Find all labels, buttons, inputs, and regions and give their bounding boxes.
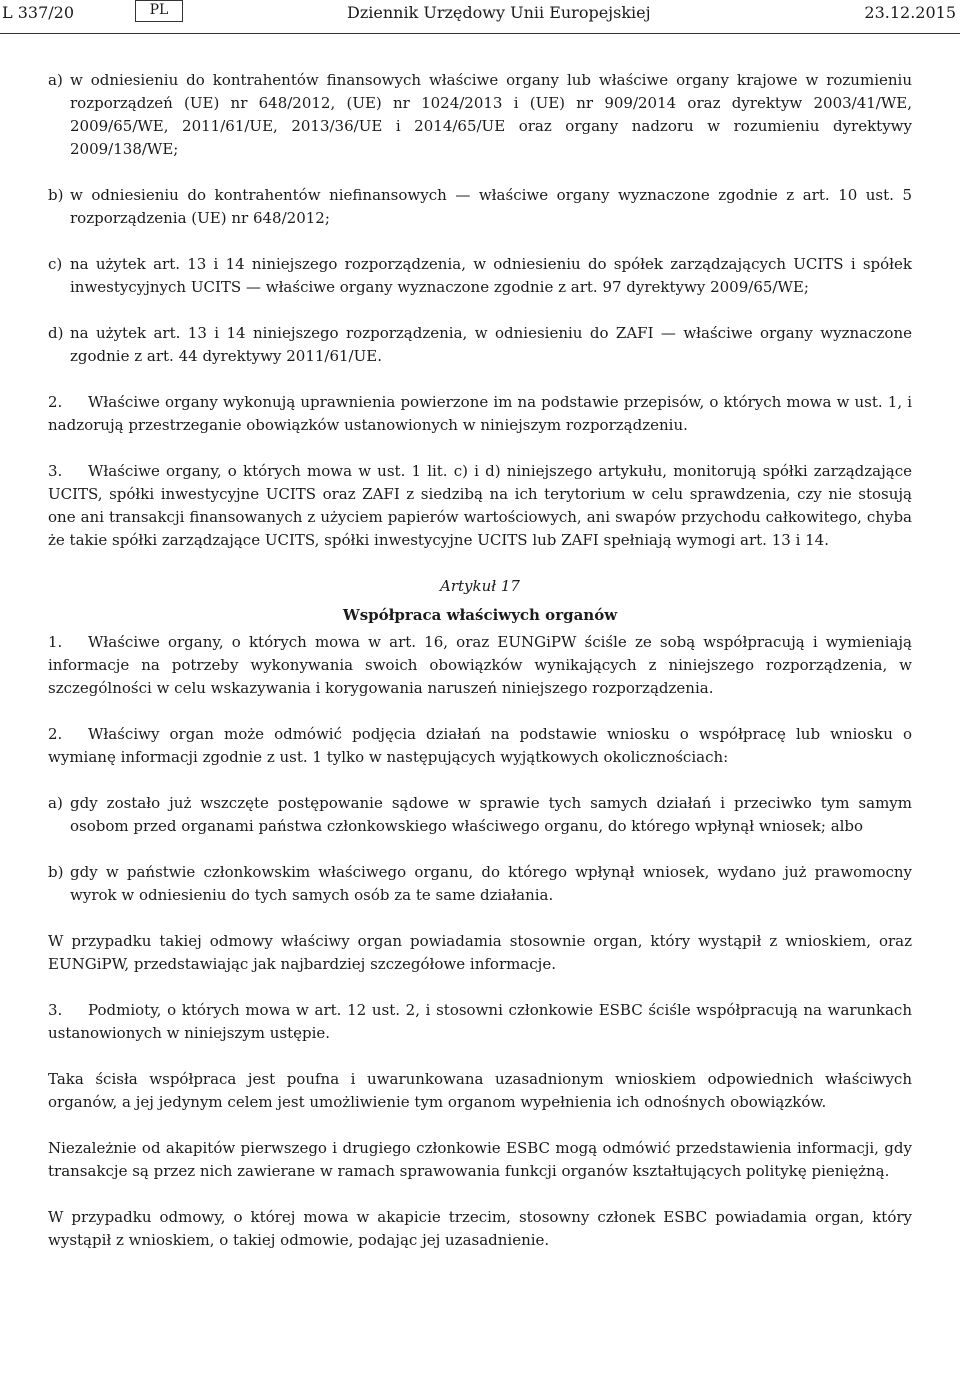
list-item-text: gdy w państwie członkowskim właściwego organu, do którego wpłynął wniosek, wydano już prawomocny wyrok w odniesieniu do tych samych osób za te same działania. — [70, 863, 912, 904]
list-item-text: na użytek art. 13 i 14 niniejszego rozporządzenia, w odniesieniu do ZAFI — właściwe organy wyznaczone zgodnie z art. 44 dyrektywy 2011/61/UE. — [70, 324, 912, 365]
paragraph-text: Podmioty, o których mowa w art. 12 ust. 2, i stosowni członkowie ESBC ściśle współpracują na warunkach ustanowionych w niniejszym ustępie. — [48, 1001, 912, 1042]
list-marker: a) — [48, 794, 63, 812]
paragraph-number: 2. — [48, 725, 63, 743]
list-marker: b) — [48, 186, 64, 204]
list-item — [48, 861, 912, 907]
notwithstanding-paragraph: Niezależnie od akapitów pierwszego i drugiego członkowie ESBC mogą odmówić przedstawienia informacji, gdy transakcje są przez nich zawierane w ramach sprawowania funkcji organów kształtujących politykę pieniężną. — [48, 1139, 912, 1180]
journal-title: Dziennik Urzędowy Unii Europejskiej — [347, 3, 651, 22]
paragraph-3 — [48, 460, 912, 552]
page-header — [0, 0, 960, 34]
list-item-text: gdy zostało już wszczęte postępowanie sądowe w sprawie tych samych działań i przeciwko tym samym osobom przed organami państwa członkowskiego właściwego organu, do którego wpłynął wniosek; albo — [70, 794, 912, 835]
final-paragraph: W przypadku odmowy, o której mowa w akapicie trzecim, stosowny członek ESBC powiadamia organ, który wystąpił z wnioskiem, o takiej odmowie, podając jej uzasadnienie. — [48, 1208, 912, 1249]
list-marker: d) — [48, 324, 64, 342]
list-item-text: na użytek art. 13 i 14 niniejszego rozporządzenia, w odniesieniu do spółek zarządzających UCITS i spółek inwestycyjnych UCITS — właściwe organy wyznaczone zgodnie z art. 97 dyrektywy 2009/65/WE; — [70, 255, 912, 296]
language-badge: PL — [135, 0, 183, 22]
list-item — [48, 322, 912, 368]
list-item — [48, 184, 912, 230]
paragraph-number: 3. — [48, 462, 63, 480]
publication-date: 23.12.2015 — [864, 3, 956, 22]
article-paragraph-3 — [48, 999, 912, 1045]
list-item-text: w odniesieniu do kontrahentów finansowych właściwe organy lub właściwe organy krajowe w rozumieniu rozporządzeń (UE) nr 648/2012, (UE) nr 1024/2013 i (UE) nr 909/2014 oraz dyrektyw 2003/41/WE, 2009/65/WE, 2011/61/UE, 2013/36/UE i 2014/65/UE oraz organy nadzoru w rozumieniu dyrektywy 2009/138/WE; — [70, 71, 912, 158]
paragraph-text: Właściwe organy, o których mowa w ust. 1 lit. c) i d) niniejszego artykułu, monitorują spółki zarządzające UCITS, spółki inwestycyjne UCITS oraz ZAFI z siedzibą na ich terytorium w celu sprawdzenia, czy nie stosują one ani transakcji finansowanych z użyciem papierów wartościowych, ani swapów przychodu całkowitego, chyba że takie spółki zarządzające UCITS, spółki inwestycyjne UCITS lub ZAFI spełniają wymogi art. 13 i 14. — [48, 462, 912, 549]
page-reference: L 337/20 — [2, 3, 74, 22]
list-item — [48, 792, 912, 838]
list-marker: a) — [48, 71, 63, 89]
list-item-text: w odniesieniu do kontrahentów niefinansowych — właściwe organy wyznaczone zgodnie z art. 10 ust. 5 rozporządzenia (UE) nr 648/2012; — [70, 186, 912, 227]
paragraph-number: 3. — [48, 1001, 63, 1019]
list-item — [48, 69, 912, 161]
confidentiality-paragraph: Taka ścisła współpraca jest poufna i uwarunkowana uzasadnionym wnioskiem odpowiednich właściwych organów, a jej jedynym celem jest umożliwienie tym organom wypełnienia ich odnośnych obowiązków. — [48, 1070, 912, 1111]
article-heading: Współpraca właściwych organów — [342, 606, 618, 624]
list-marker: c) — [48, 255, 63, 273]
refusal-paragraph: W przypadku takiej odmowy właściwy organ powiadamia stosownie organ, który wystąpił z wnioskiem, oraz EUNGiPW, przedstawiając jak najbardziej szczegółowe informacje. — [48, 932, 912, 973]
article-title: Artykuł 17 — [440, 577, 520, 595]
header-rule — [0, 33, 960, 34]
paragraph-text: Właściwy organ może odmówić podjęcia działań na podstawie wniosku o współpracę lub wniosku o wymianę informacji zgodnie z ust. 1 tylko w następujących wyjątkowych okolicznościach: — [48, 725, 912, 766]
list-item — [48, 253, 912, 299]
article-paragraph-1 — [48, 631, 912, 700]
article-paragraph-2 — [48, 723, 912, 769]
paragraph-text: Właściwe organy, o których mowa w art. 16, oraz EUNGiPW ściśle ze sobą współpracują i wymieniają informacje na potrzeby wykonywania swoich obowiązków wynikających z niniejszego rozporządzenia, w szczególności w celu wskazywania i korygowania naruszeń niniejszego rozporządzenia. — [48, 633, 912, 697]
paragraph-number: 1. — [48, 633, 63, 651]
paragraph-number: 2. — [48, 393, 63, 411]
paragraph-2 — [48, 391, 912, 437]
list-marker: b) — [48, 863, 64, 881]
document-body — [48, 69, 912, 1275]
paragraph-text: Właściwe organy wykonują uprawnienia powierzone im na podstawie przepisów, o których mowa w ust. 1, i nadzorują przestrzeganie obowiązków ustanowionych w niniejszym rozporządzeniu. — [48, 393, 912, 434]
